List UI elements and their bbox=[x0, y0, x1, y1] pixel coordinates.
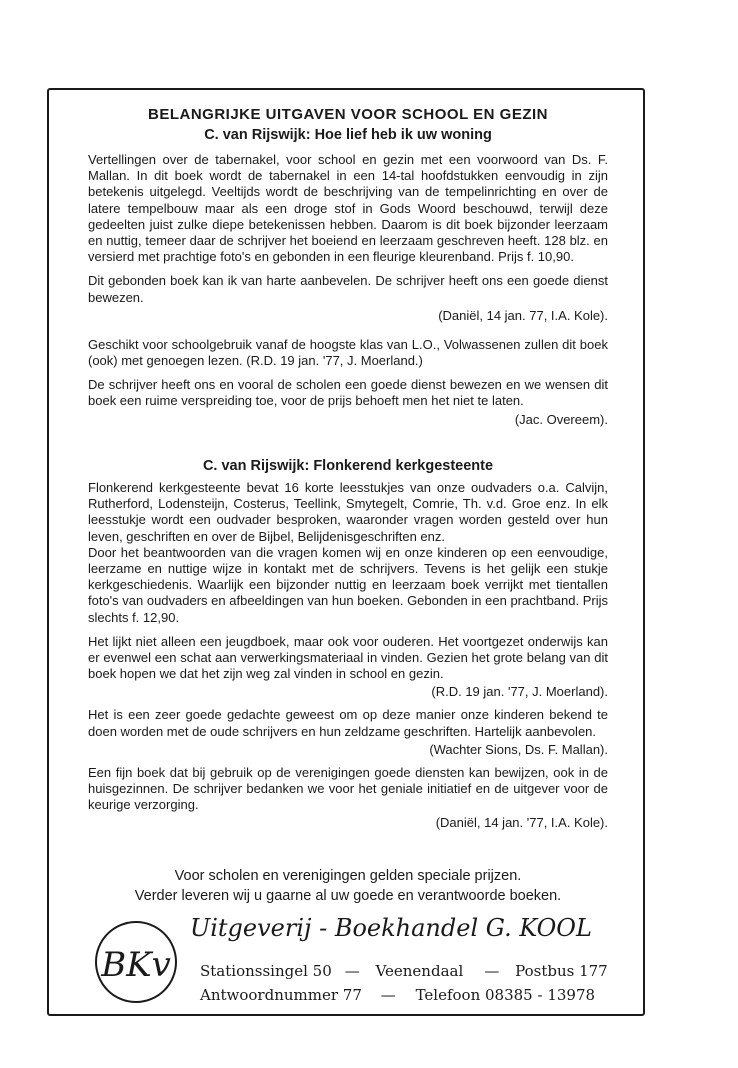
footer-line2: Verder leveren wij u gaarne al uw goede en verantwoorde boeken. bbox=[134, 888, 562, 904]
publisher-name: Uitgeverij - Boekhandel G. KOOL bbox=[190, 914, 592, 942]
page-title: BELANGRIJKE UITGAVEN VOOR SCHOOL EN GEZIN bbox=[148, 106, 548, 123]
book1-review2: Geschikt voor schoolgebruik vanaf de hoogste klas van L.O., Volwassenen zullen dit boek (ook) met genoegen lezen. (R.D. 19 jan. '77, J. Moerland.) bbox=[88, 336, 608, 369]
book2-description2: Door het beantwoorden van die vragen komen wij en onze kinderen op een eenvoudige, leerzame en nuttige wijze in kontakt met de schrijvers. Tevens is het gelijk een stukje kerkgeschiedenis. Waarlijk een bijzonder nuttig en leerzaam boek verrijkt met tientallen foto's van oudvaders en afbeeldingen van hun boeken. Gebonden in een prachtband. Prijs slechts f. 12,90. bbox=[88, 544, 608, 625]
book2-review1: Het lijkt niet alleen een jeugdboek, maar ook voor ouderen. Het voortgezet onderwijs kan er evenwel een schat aan verwerkingsmateriaal in vinden. Gezien het grote belang van dit boek hopen we dat het zijn weg zal vinden in school en gezin. bbox=[88, 633, 608, 682]
book1-review3: De schrijver heeft ons en vooral de scholen een goede dienst bewezen en we wensen dit boek een ruime verspreiding toe, voor de prijs behoeft men het niet te laten. bbox=[88, 377, 608, 409]
logo-monogram: BKv bbox=[101, 945, 171, 985]
separator-dash: — bbox=[484, 962, 500, 980]
city: Veenendaal bbox=[375, 962, 464, 980]
book2-review3: Een fijn boek dat bij gebruik op de verenigingen goede diensten kan bewijzen, ook in de huisgezinnen. De schrijver bedanken we voor het geniale initiatief en de uitgever voor de keurige verzorging. bbox=[88, 764, 608, 813]
book2-title: C. van Rijswijk: Flonkerend kerkgesteente bbox=[202, 458, 494, 474]
street-address: Stationssingel 50 bbox=[200, 962, 332, 980]
book2-section bbox=[88, 458, 608, 830]
book1-review1: Dit gebonden boek kan ik van harte aanbevelen. De schrijver heeft ons een goede dienst bewezen. bbox=[88, 273, 608, 305]
book1-review3-signature: (Jac. Overeem). bbox=[514, 411, 608, 427]
footer-notes bbox=[88, 866, 608, 906]
publisher-logo bbox=[90, 918, 182, 1006]
book2-review2-signature: (Wachter Sions, Ds. F. Mallan). bbox=[429, 741, 608, 757]
book1-description: Vertellingen over de tabernakel, voor school en gezin met een voorwoord van Ds. F. Mallan. In dit boek wordt de tabernakel in een 14-tal hoofdstukken eenvoudig in zijn betekenis uitgelegd. Veeltijds wordt de beschrijving van de tempelinrichting en over de latere tempelbouw maar als een droge stof in Gods Woord beschouwd, terwijl deze gedeelten juist zulke diepe betekenissen hebben. Daarom is dit boek bijzonder leerzaam en nuttig, temeer daar de schrijver het boeiend en leerzaam geschreven heeft. 128 blz. en versierd met prachtige foto's en gebonden in een fleurige kleurenband. Prijs f. 10,90. bbox=[88, 152, 608, 265]
book2-review1-signature: (R.D. 19 jan. '77, J. Moerland). bbox=[431, 684, 608, 700]
book2-description1: Flonkerend kerkgesteente bevat 16 korte leesstukjes van onze oudvaders o.a. Calvijn, Rutherford, Lodensteijn, Costerus, Teellink, Smytegelt, Comrie, Th. v.d. Groe enz. In elk leesstukje wordt een oudvader besproken, waaronder vragen worden gesteld over hun leven, geschriften en over de Bijbel, Belijdenisgeschriften enz. bbox=[88, 480, 608, 544]
phone-number: Telefoon 08385 - 13978 bbox=[415, 986, 596, 1004]
header bbox=[88, 106, 608, 143]
book1-section bbox=[88, 152, 608, 427]
separator-dash: — bbox=[344, 962, 360, 980]
footer-line1: Voor scholen en verenigingen gelden speciale prijzen. bbox=[174, 868, 522, 884]
book2-review2: Het is een zeer goede gedachte geweest om op deze manier onze kinderen bekend te doen worden met de oude schrijvers en hun zeldzame geschriften. Hartelijk aanbevolen. bbox=[88, 707, 608, 739]
book2-review3-signature: (Daniël, 14 jan. '77, I.A. Kole). bbox=[435, 815, 608, 831]
publisher-address-line1 bbox=[200, 962, 610, 980]
separator-dash: — bbox=[380, 986, 396, 1004]
po-box: Postbus 177 bbox=[515, 962, 608, 980]
book1-review1-signature: (Daniël, 14 jan. 77, I.A. Kole). bbox=[438, 307, 608, 323]
reply-number: Antwoordnummer 77 bbox=[200, 986, 362, 1004]
publisher-address-line2 bbox=[200, 986, 610, 1004]
book1-title: C. van Rijswijk: Hoe lief heb ik uw woning bbox=[204, 127, 492, 143]
